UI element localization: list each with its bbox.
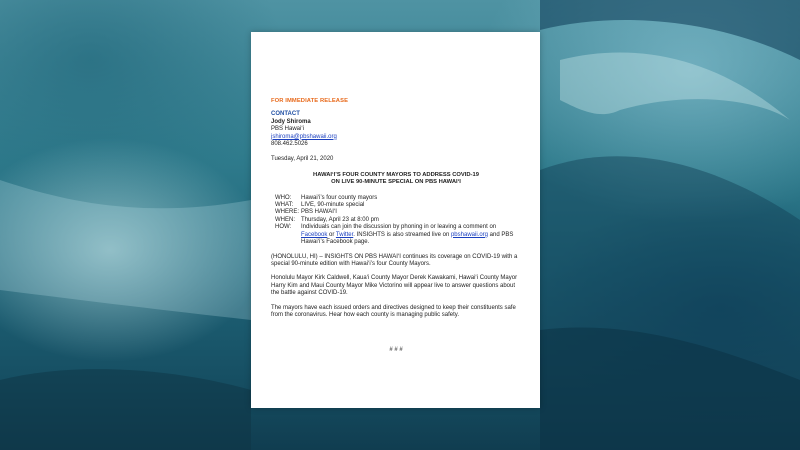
press-release-content: [271, 98, 521, 355]
detail-when: [275, 217, 521, 224]
release-label: FOR IMMEDIATE RELEASE: [271, 98, 349, 104]
facebook-link[interactable]: Facebook: [301, 231, 328, 238]
detail-how: [275, 224, 521, 246]
press-release-page: [251, 32, 540, 408]
paragraph-safety: The mayors have each issued orders and directives designed to keep their constituents safe from the coronavirus. Hear how each county is managing public safety.: [271, 304, 516, 318]
detail-who: [275, 195, 521, 202]
headline-line-1: HAWAI‘I’S FOUR COUNTY MAYORS TO ADDRESS COVID-19: [313, 171, 479, 178]
how-text-mid: . INSIGHTS is also streamed live on: [353, 231, 451, 238]
pbshawaii-link[interactable]: pbshawaii.org: [450, 231, 488, 238]
contact-email-link[interactable]: jshiroma@pbshawaii.org: [271, 133, 337, 140]
how-text-pre: Individuals can join the discussion by phoning in or leaving a comment on: [301, 224, 497, 231]
detail-value: [301, 224, 521, 246]
detail-value: Thursday, April 23 at 8:00 pm: [301, 216, 379, 223]
headline: [271, 172, 521, 187]
headline-line-2: ON LIVE 90-MINUTE SPECIAL ON PBS HAWAI‘I: [331, 179, 461, 186]
contact-name: Jody Shiroma: [271, 118, 311, 125]
detail-what: [275, 202, 521, 209]
contact-org: PBS Hawai‘i: [271, 126, 305, 133]
twitter-link[interactable]: Twitter: [335, 231, 354, 238]
release-date: Tuesday, April 21, 2020: [271, 156, 334, 163]
end-mark: # # #: [389, 347, 403, 354]
contact-phone: 808.462.5026: [271, 141, 308, 148]
detail-value: PBS HAWAI‘I: [301, 209, 337, 216]
contact-heading: CONTACT: [271, 111, 300, 118]
detail-label: HOW:: [275, 224, 292, 231]
detail-label: WHEN:: [275, 216, 295, 223]
paragraph-mayors: Honolulu Mayor Kirk Caldwell, Kaua‘i County Mayor Derek Kawakami, Hawai‘i County Mayor Harry Kim and Maui County Mayor Mike Victorino will appear live to answer questions about the battle against COVID-19.: [271, 275, 518, 297]
detail-value: LIVE, 90-minute special: [301, 202, 365, 209]
how-text-post: and PBS Hawai‘i’s Facebook page.: [301, 231, 514, 246]
event-details: [275, 195, 521, 247]
detail-label: WHO:: [275, 194, 292, 201]
detail-label: WHERE:: [275, 209, 299, 216]
how-text-or: or: [327, 231, 336, 238]
paragraph-intro: (HONOLULU, HI) – INSIGHTS ON PBS HAWAI‘I continues its coverage on COVID-19 with a special 90-minute edition with Hawai‘i’s four County Mayors.: [271, 253, 518, 267]
detail-where: [275, 209, 521, 216]
detail-label: WHAT:: [275, 202, 294, 209]
detail-value: Hawai‘i’s four county mayors: [301, 194, 378, 201]
